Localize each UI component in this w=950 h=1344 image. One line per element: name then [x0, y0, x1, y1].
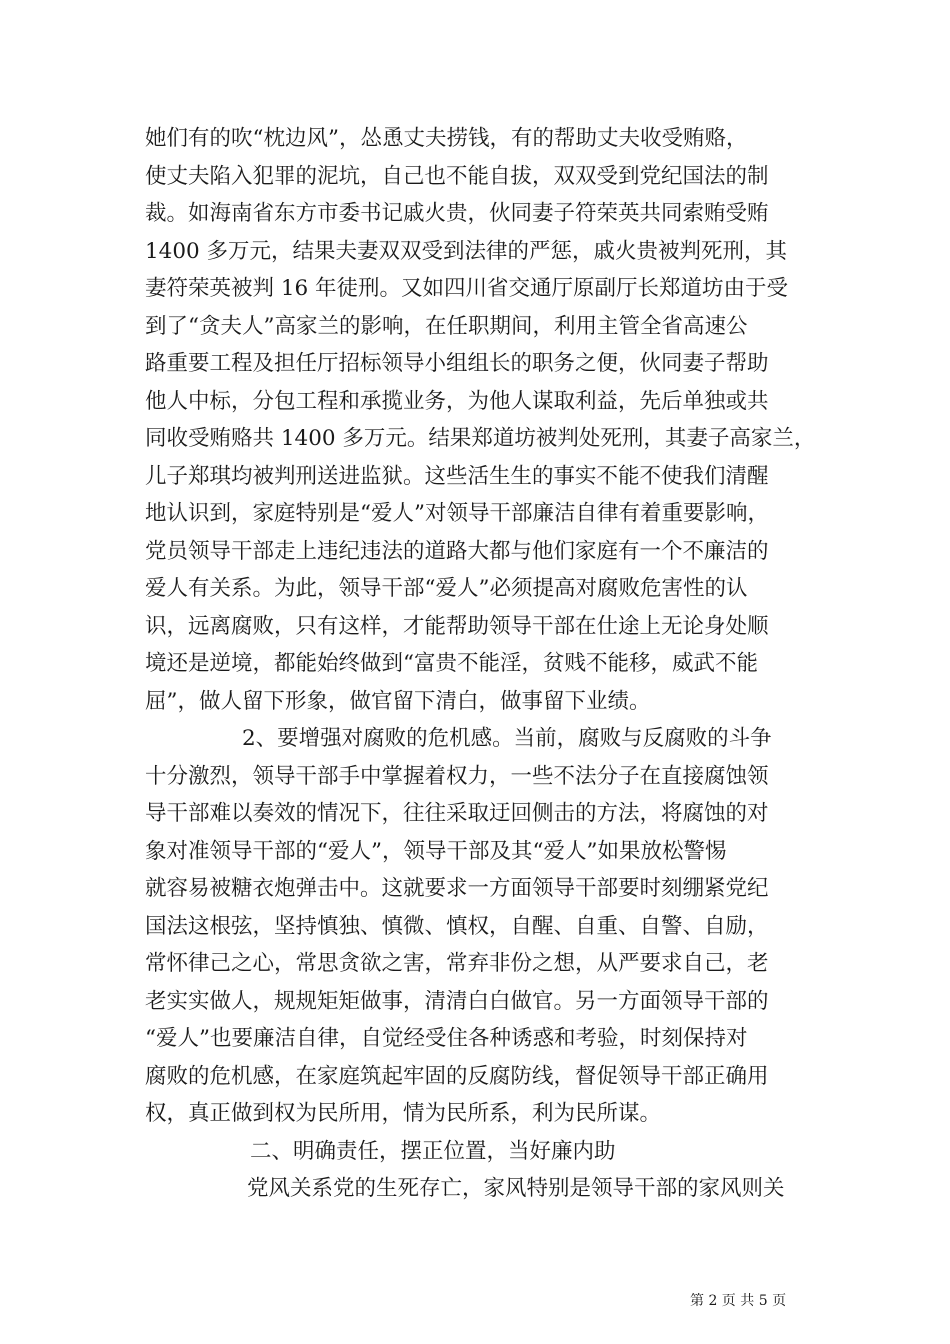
text-line: 识，远离腐败，只有这样，才能帮助领导干部在仕途上无论身处顺	[145, 613, 769, 639]
text-line: 儿子郑琪均被判刑送进监狱。这些活生生的事实不能不使我们清醒	[145, 463, 769, 489]
text-line: 他人中标，分包工程和承揽业务，为他人谋取利益，先后单独或共	[145, 388, 769, 414]
text-line: 十分激烈，领导干部手中掌握着权力，一些不法分子在直接腐蚀领	[145, 763, 769, 789]
text-line: 使丈夫陷入犯罪的泥坑，自己也不能自拔，双双受到党纪国法的制	[145, 163, 769, 189]
text-line: 爱人有关系。为此，领导干部“爱人”必须提高对腐败危害性的认	[145, 576, 748, 601]
text-line: 党风关系党的生死存亡，家风特别是领导干部的家风则关	[247, 1176, 785, 1201]
text-line: 党员领导干部走上违纪违法的道路大都与他们家庭有一个不廉洁的	[145, 538, 769, 564]
page-number: 第 2 页 共 5 页	[690, 1293, 787, 1309]
text-line: 老实实做人，规规矩矩做事，清清白白做官。另一方面领导干部的	[145, 988, 769, 1014]
text-line: 腐败的危机感，在家庭筑起牢固的反腐防线，督促领导干部正确用	[145, 1063, 769, 1089]
text-line: 常怀律己之心，常思贪欲之害，常弃非份之想，从严要求自己，老	[145, 951, 769, 976]
text-line: 屈”，做人留下形象，做官留下清白，做事留下业绩。	[145, 688, 651, 714]
text-line: 权，真正做到权为民所用，情为民所系，利为民所谋。	[145, 1101, 662, 1126]
text-line: 到了“贪夫人”高家兰的影响，在任职期间，利用主管全省高速公	[145, 313, 748, 339]
text-line: 国法这根弦，坚持慎独、慎微、慎权，自醒、自重、自警、自励，	[145, 913, 769, 939]
paragraph-heading: 2、要增强对腐败的危机感。当前，腐败与反腐败的斗争	[242, 726, 772, 751]
text-line: 导干部难以奏效的情况下，往往采取迂回侧击的方法，将腐蚀的对	[145, 801, 769, 826]
text-line: 就容易被糖衣炮弹击中。这就要求一方面领导干部要时刻绷紧党纪	[145, 876, 769, 901]
text-line: 境还是逆境，都能始终做到“富贵不能淫，贫贱不能移，威武不能	[145, 651, 758, 676]
text-line: 她们有的吹“枕边风”，怂恿丈夫捞钱，有的帮助丈夫收受贿赂，	[145, 126, 748, 151]
text-line: 1400 多万元，结果夫妻双双受到法律的严惩，戚火贵被判死刑，其	[145, 238, 788, 264]
text-line: 地认识到，家庭特别是“爱人”对领导干部廉洁自律有着重要影响，	[145, 501, 769, 526]
text-line: 妻符荣英被判 16 年徒刑。又如四川省交通厅原副厅长郑道坊由于受	[145, 276, 789, 301]
body-text	[145, 120, 816, 1208]
text-line: 象对准领导干部的“爱人”，领导干部及其“爱人”如果放松警惕	[145, 838, 727, 864]
text-line: “爱人”也要廉洁自律，自觉经受住各种诱惑和考验，时刻保持对	[145, 1026, 748, 1051]
text-line: 路重要工程及担任厅招标领导小组组长的职务之便，伙同妻子帮助	[145, 351, 769, 376]
text-line: 同收受贿赂共 1400 多万元。结果郑道坊被判处死刑，其妻子高家兰，	[145, 426, 816, 451]
section-heading: 二、明确责任，摆正位置，当好廉内助	[250, 1138, 616, 1164]
text-line: 裁。如海南省东方市委书记戚火贵，伙同妻子符荣英共同索贿受贿	[145, 201, 769, 226]
